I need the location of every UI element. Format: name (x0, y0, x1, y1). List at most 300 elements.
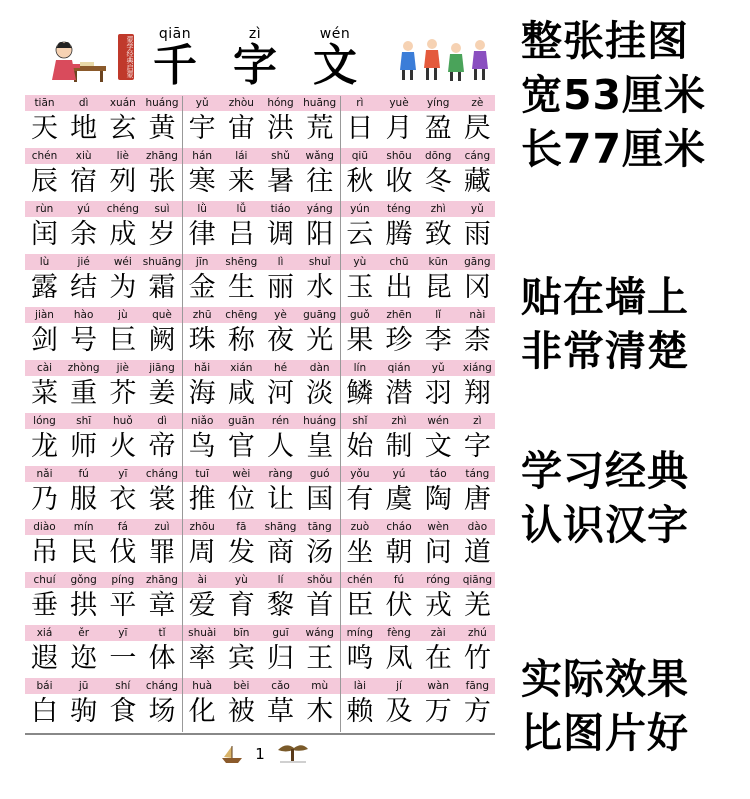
pinyin-label: gǒng (70, 574, 97, 586)
hanzi-character: 皇 (306, 431, 334, 462)
pinyin-label: rén (271, 415, 290, 427)
hanzi-character: 帝 (148, 431, 176, 462)
pinyin-band (25, 413, 495, 429)
pinyin-label: jīn (195, 256, 209, 268)
pinyin-label: dì (157, 415, 167, 427)
pinyin-label: huà (192, 680, 213, 692)
hanzi-character: 调 (267, 219, 295, 250)
hanzi-character: 露 (31, 272, 58, 303)
hanzi-character: 坐 (346, 537, 374, 568)
hanzi-character: 有 (346, 484, 374, 515)
hanzi-character: 菜 (31, 378, 58, 409)
pinyin-label: guān (228, 415, 255, 427)
pinyin-label: yī (118, 627, 128, 639)
hanzi-character: 光 (306, 325, 334, 356)
character-row (25, 588, 495, 624)
pinyin-label: míng (346, 627, 374, 639)
pinyin-label: guó (309, 468, 330, 480)
hanzi-character: 暑 (267, 166, 295, 197)
pinyin-label: xiù (75, 150, 92, 162)
character-row (25, 270, 495, 306)
hanzi-character: 成 (109, 219, 137, 250)
hanzi-character: 汤 (306, 537, 334, 568)
caption-length: 长77厘米 (521, 125, 707, 173)
character-row (25, 535, 495, 571)
pinyin-label: bīn (233, 627, 250, 639)
hanzi-character: 归 (267, 643, 295, 674)
pinyin-label: zhāng (146, 574, 178, 586)
hanzi-character: 乃 (31, 484, 58, 515)
pinyin-label: yǔ (470, 203, 484, 215)
pinyin-label: téng (387, 203, 411, 215)
pinyin-label: lǚ (236, 203, 247, 215)
pinyin-label: cài (36, 362, 53, 374)
hanzi-character: 臣 (346, 590, 374, 621)
pinyin-label: hán (192, 150, 213, 162)
pinyin-label: zhòu (228, 97, 254, 109)
hanzi-character: 寒 (188, 166, 216, 197)
pinyin-label: huāng (303, 97, 337, 109)
pinyin-label: què (152, 309, 172, 321)
hanzi-character: 凤 (385, 643, 413, 674)
hanzi-character: 洪 (267, 113, 295, 144)
boat-icon (220, 744, 244, 764)
pinyin-label: hǎi (194, 362, 211, 374)
title-char-1: 千 (153, 40, 197, 91)
hanzi-character: 霜 (148, 272, 176, 303)
hanzi-character: 木 (306, 696, 334, 727)
hanzi-character: 昃 (463, 113, 491, 144)
hanzi-character: 冈 (463, 272, 491, 303)
hanzi-character: 万 (424, 696, 452, 727)
pinyin-band (25, 95, 495, 111)
hanzi-character: 河 (267, 378, 295, 409)
hanzi-character: 赖 (346, 696, 374, 727)
pinyin-label: shǐ (352, 415, 368, 427)
pinyin-label: róng (426, 574, 451, 586)
hanzi-character: 辰 (31, 166, 58, 197)
hanzi-character: 裳 (148, 484, 176, 515)
hanzi-character: 列 (109, 166, 137, 197)
caption-learn-chars: 认识汉字 (521, 501, 689, 549)
hanzi-character: 生 (227, 272, 255, 303)
hanzi-character: 始 (346, 431, 374, 462)
caption-effect: 实际效果 (521, 655, 689, 703)
hanzi-character: 月 (385, 113, 413, 144)
pinyin-label: huáng (145, 97, 179, 109)
pinyin-label: dào (467, 521, 488, 533)
tree-icon (276, 740, 310, 764)
character-row (25, 641, 495, 677)
pinyin-label: qián (387, 362, 411, 374)
hanzi-character: 阙 (148, 325, 176, 356)
pinyin-band (25, 625, 495, 641)
hanzi-character: 羌 (463, 590, 491, 621)
hanzi-character: 一 (109, 643, 137, 674)
pinyin-label: shuāng (142, 256, 182, 268)
pinyin-label: chén (31, 150, 58, 162)
pinyin-label: wáng (305, 627, 334, 639)
hanzi-character: 闰 (31, 219, 58, 250)
hanzi-character: 巨 (109, 325, 137, 356)
hanzi-character: 芥 (109, 378, 137, 409)
pinyin-label: shǒu (307, 574, 333, 586)
pinyin-label: wén (427, 415, 450, 427)
pinyin-label: yù (353, 256, 367, 268)
pinyin-label: lǜ (197, 203, 207, 215)
character-row (25, 429, 495, 465)
hanzi-character: 师 (70, 431, 98, 462)
hanzi-character: 推 (188, 484, 216, 515)
pinyin-label: zhì (430, 203, 446, 215)
hanzi-character: 伏 (385, 590, 413, 621)
pinyin-label: lì (277, 256, 284, 268)
hanzi-character: 道 (463, 537, 491, 568)
hanzi-character: 平 (109, 590, 137, 621)
pinyin-label: jiè (116, 362, 129, 374)
pinyin-label: kūn (428, 256, 448, 268)
pinyin-label: chēng (225, 309, 258, 321)
hanzi-character: 体 (148, 643, 176, 674)
hanzi-character: 律 (188, 219, 216, 250)
hanzi-character: 李 (424, 325, 452, 356)
pinyin-label: gāng (464, 256, 491, 268)
pinyin-band (25, 254, 495, 270)
pinyin-label: xián (230, 362, 253, 374)
pinyin-label: shuài (188, 627, 217, 639)
pinyin-label: wèi (232, 468, 251, 480)
pinyin-label: jiāng (149, 362, 175, 374)
character-row (25, 376, 495, 412)
hanzi-character: 玉 (346, 272, 374, 303)
hanzi-character: 称 (227, 325, 255, 356)
pinyin-label: zài (430, 627, 446, 639)
hanzi-character: 衣 (109, 484, 137, 515)
pinyin-label: yǔ (195, 97, 209, 109)
hanzi-character: 民 (70, 537, 98, 568)
hanzi-character: 吊 (31, 537, 58, 568)
hanzi-character: 让 (267, 484, 295, 515)
pinyin-label: mù (311, 680, 329, 692)
pinyin-label: yuè (389, 97, 409, 109)
pinyin-label: bèi (233, 680, 250, 692)
pinyin-label: xuán (109, 97, 136, 109)
hanzi-character: 陶 (424, 484, 452, 515)
hanzi-character: 吕 (227, 219, 255, 250)
hanzi-character: 荒 (306, 113, 334, 144)
hanzi-character: 食 (109, 696, 137, 727)
pinyin-label: zhì (391, 415, 407, 427)
caption-classic: 学习经典 (521, 447, 689, 495)
pinyin-label: qiāng (462, 574, 493, 586)
hanzi-character: 冬 (424, 166, 452, 197)
hanzi-character: 迩 (70, 643, 98, 674)
hanzi-character: 天 (31, 113, 58, 144)
hanzi-character: 位 (227, 484, 255, 515)
hanzi-character: 育 (227, 590, 255, 621)
hanzi-character: 朝 (385, 537, 413, 568)
hanzi-character: 制 (385, 431, 413, 462)
pinyin-label: guǒ (349, 309, 370, 321)
hanzi-character: 服 (70, 484, 98, 515)
pinyin-label: zè (471, 97, 484, 109)
hanzi-character: 藏 (463, 166, 491, 197)
hanzi-character: 咸 (227, 378, 255, 409)
pinyin-label: yī (118, 468, 128, 480)
hanzi-character: 宙 (227, 113, 255, 144)
hanzi-character: 果 (346, 325, 374, 356)
pinyin-label: nài (469, 309, 486, 321)
pinyin-label: jū (78, 680, 89, 692)
pinyin-label: yún (350, 203, 370, 215)
hanzi-character: 在 (424, 643, 452, 674)
caption-width: 宽53厘米 (521, 71, 707, 119)
hanzi-character: 盈 (424, 113, 452, 144)
hanzi-character: 虞 (385, 484, 413, 515)
pinyin-label: dōng (424, 150, 452, 162)
hanzi-character: 珍 (385, 325, 413, 356)
hanzi-character: 姜 (148, 378, 176, 409)
hanzi-character: 竹 (463, 643, 491, 674)
hanzi-character: 率 (188, 643, 216, 674)
pinyin-label: hóng (267, 97, 294, 109)
pinyin-label: diào (33, 521, 56, 533)
hanzi-character: 章 (148, 590, 176, 621)
pinyin-label: hào (73, 309, 94, 321)
pinyin-label: tiān (34, 97, 55, 109)
pinyin-label: nǎi (36, 468, 53, 480)
pinyin-label: tiáo (270, 203, 291, 215)
caption-wall: 贴在墙上 (521, 273, 689, 321)
pinyin-label: dì (78, 97, 89, 109)
pinyin-label: jié (77, 256, 90, 268)
pinyin-band (25, 466, 495, 482)
pinyin-label: lù (39, 256, 50, 268)
hanzi-character: 潜 (385, 378, 413, 409)
pinyin-label: tuī (195, 468, 210, 480)
pinyin-label: cháng (145, 680, 179, 692)
pinyin-label: chén (347, 574, 373, 586)
pinyin-label: cháo (386, 521, 412, 533)
hanzi-character: 黄 (148, 113, 176, 144)
hanzi-character: 罪 (148, 537, 176, 568)
hanzi-character: 为 (109, 272, 137, 303)
hanzi-character: 字 (463, 431, 491, 462)
pinyin-band (25, 572, 495, 588)
pinyin-label: cáng (464, 150, 491, 162)
pinyin-label: zì (473, 415, 482, 427)
grid-bottom-rule (25, 733, 495, 735)
title-pinyin-1: qiān (158, 26, 192, 42)
hanzi-character: 唐 (463, 484, 491, 515)
hanzi-character: 宾 (227, 643, 255, 674)
hanzi-character: 秋 (346, 166, 374, 197)
pinyin-label: fú (78, 468, 89, 480)
pinyin-label: yáng (306, 203, 333, 215)
pinyin-label: liè (116, 150, 129, 162)
pinyin-label: fá (117, 521, 128, 533)
hanzi-character: 余 (70, 219, 98, 250)
pinyin-label: suì (154, 203, 170, 215)
pinyin-label: jù (118, 309, 128, 321)
pinyin-label: jiàn (35, 309, 54, 321)
title-pinyin-2: zì (248, 26, 262, 42)
hanzi-character: 丽 (267, 272, 295, 303)
hanzi-character: 剑 (31, 325, 58, 356)
column-divider (340, 96, 341, 732)
hanzi-character: 结 (70, 272, 98, 303)
pinyin-label: lí (277, 574, 284, 586)
hanzi-character: 鳞 (346, 378, 374, 409)
pinyin-band (25, 201, 495, 217)
hanzi-character: 日 (346, 113, 374, 144)
caption-poster-size-title: 整张挂图 (521, 17, 689, 65)
pinyin-label: wàn (427, 680, 450, 692)
hanzi-character: 周 (188, 537, 216, 568)
hanzi-character: 柰 (463, 325, 491, 356)
pinyin-label: shí (115, 680, 131, 692)
hanzi-character: 王 (306, 643, 334, 674)
pinyin-label: chéng (106, 203, 139, 215)
hanzi-character: 驹 (70, 696, 98, 727)
pinyin-label: hé (273, 362, 288, 374)
column-divider (182, 96, 183, 732)
pinyin-label: xiáng (462, 362, 492, 374)
pinyin-label: yǔ (431, 362, 445, 374)
hanzi-character: 伐 (109, 537, 137, 568)
hanzi-character: 鸣 (346, 643, 374, 674)
hanzi-character: 收 (385, 166, 413, 197)
character-row (25, 482, 495, 518)
pinyin-label: yú (392, 468, 406, 480)
pinyin-label: yè (274, 309, 287, 321)
hanzi-character: 戎 (424, 590, 452, 621)
hanzi-character: 地 (70, 113, 98, 144)
pinyin-label: zhòng (67, 362, 100, 374)
hanzi-character: 人 (267, 431, 295, 462)
title-char-2: 字 (233, 40, 277, 91)
pinyin-label: ěr (78, 627, 90, 639)
pinyin-label: wéi (113, 256, 132, 268)
pinyin-label: zuì (154, 521, 170, 533)
pinyin-band (25, 307, 495, 323)
pinyin-label: fā (236, 521, 247, 533)
hanzi-character: 金 (188, 272, 216, 303)
pinyin-label: fāng (465, 680, 490, 692)
hanzi-character: 号 (70, 325, 98, 356)
hanzi-character: 爱 (188, 590, 216, 621)
hanzi-character: 白 (31, 696, 58, 727)
pinyin-label: tǐ (158, 627, 166, 639)
pinyin-label: fú (393, 574, 405, 586)
pinyin-label: shī (76, 415, 92, 427)
pinyin-label: yú (77, 203, 91, 215)
title-pinyin-3: wén (319, 26, 351, 42)
hanzi-character: 玄 (109, 113, 137, 144)
character-row (25, 694, 495, 730)
pinyin-label: shǔ (271, 150, 290, 162)
character-row (25, 164, 495, 200)
pinyin-label: huáng (303, 415, 337, 427)
hanzi-character: 宿 (70, 166, 98, 197)
hanzi-character: 拱 (70, 590, 98, 621)
hanzi-character: 腾 (385, 219, 413, 250)
pinyin-band (25, 519, 495, 535)
title-char-3: 文 (313, 40, 357, 91)
hanzi-character: 草 (267, 696, 295, 727)
character-row (25, 323, 495, 359)
hanzi-character: 珠 (188, 325, 216, 356)
pinyin-label: guī (272, 627, 289, 639)
hanzi-character: 云 (346, 219, 374, 250)
pinyin-label: zhū (192, 309, 212, 321)
page-number: 1 (255, 745, 265, 763)
pinyin-label: zhōu (189, 521, 215, 533)
pinyin-label: shāng (264, 521, 297, 533)
pinyin-label: cháng (145, 468, 179, 480)
pinyin-label: yǒu (350, 468, 370, 480)
pinyin-label: fèng (387, 627, 411, 639)
hanzi-character: 致 (424, 219, 452, 250)
pinyin-label: yíng (426, 97, 450, 109)
pinyin-label: guāng (303, 309, 337, 321)
pinyin-label: zhāng (146, 150, 178, 162)
pinyin-label: wèn (427, 521, 450, 533)
hanzi-character: 商 (267, 537, 295, 568)
hanzi-character: 遐 (31, 643, 58, 674)
hanzi-character: 龙 (31, 431, 58, 462)
hanzi-character: 水 (306, 272, 334, 303)
hanzi-character: 文 (424, 431, 452, 462)
pinyin-label: huǒ (112, 415, 133, 427)
pinyin-label: tāng (307, 521, 332, 533)
series-tag: 蒙学经典启蒙 (118, 34, 134, 80)
pinyin-label: chuí (33, 574, 56, 586)
hanzi-character: 来 (227, 166, 255, 197)
pinyin-label: shōu (386, 150, 412, 162)
character-row (25, 217, 495, 253)
character-row (25, 111, 495, 147)
hanzi-character: 阳 (306, 219, 334, 250)
pinyin-label: táo (429, 468, 447, 480)
pinyin-label: zhú (467, 627, 487, 639)
pinyin-label: yù (234, 574, 248, 586)
pinyin-label: lín (353, 362, 367, 374)
pinyin-label: mín (73, 521, 94, 533)
pinyin-label: xiá (36, 627, 53, 639)
pinyin-label: chū (389, 256, 409, 268)
hanzi-character: 场 (148, 696, 176, 727)
pinyin-label: cǎo (271, 680, 290, 692)
hanzi-character: 垂 (31, 590, 58, 621)
hanzi-character: 黎 (267, 590, 295, 621)
hanzi-character: 国 (306, 484, 334, 515)
pinyin-label: táng (465, 468, 490, 480)
hanzi-character: 夜 (267, 325, 295, 356)
caption-better-than-picture: 比图片好 (521, 709, 689, 757)
pinyin-label: píng (111, 574, 135, 586)
pinyin-band (25, 360, 495, 376)
hanzi-character: 官 (227, 431, 255, 462)
pinyin-label: ràng (268, 468, 293, 480)
hanzi-character: 火 (109, 431, 137, 462)
hanzi-character: 昆 (424, 272, 452, 303)
pinyin-label: lái (235, 150, 248, 162)
hanzi-character: 雨 (463, 219, 491, 250)
pinyin-label: zuò (350, 521, 370, 533)
hanzi-character: 鸟 (188, 431, 216, 462)
pinyin-label: wǎng (305, 150, 334, 162)
